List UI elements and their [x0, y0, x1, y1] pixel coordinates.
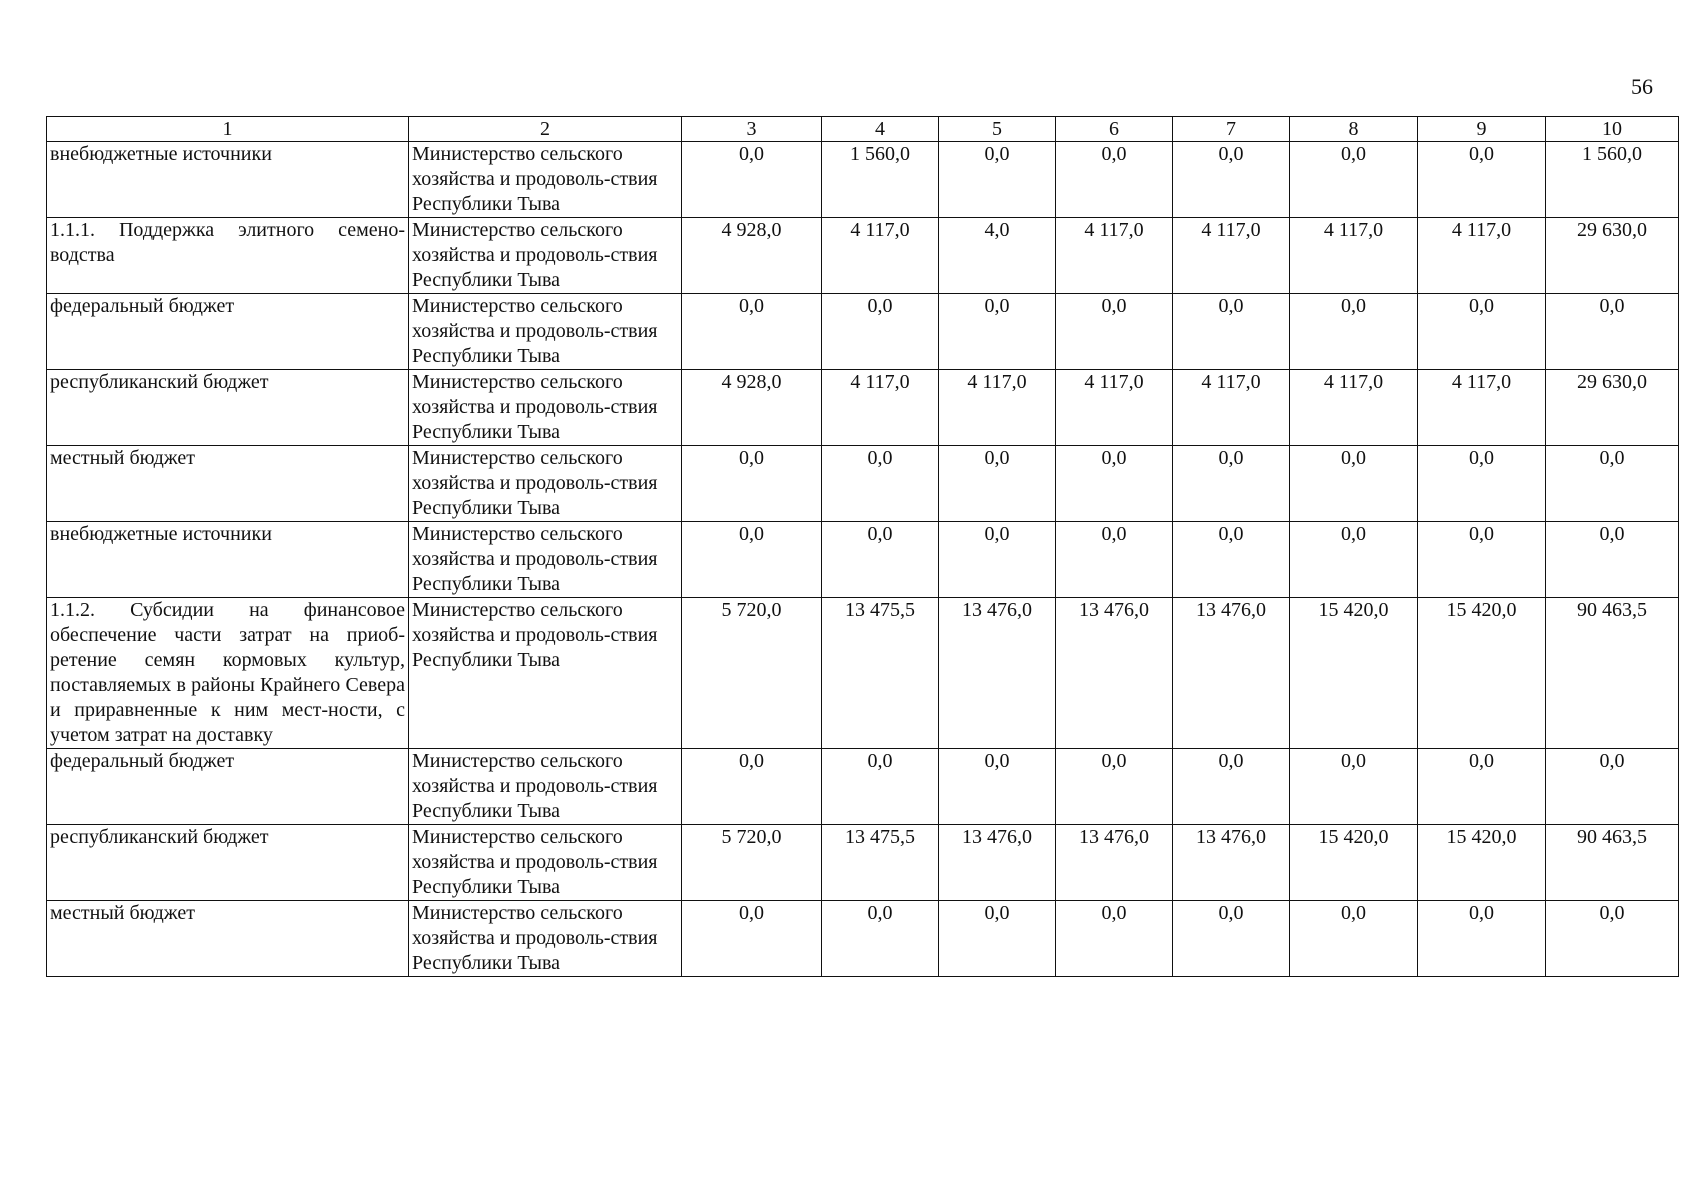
value-cell: 0,0 — [1418, 142, 1546, 218]
value-cell: 0,0 — [822, 901, 939, 977]
value-cell: 15 420,0 — [1290, 825, 1418, 901]
value-cell: 13 475,5 — [822, 825, 939, 901]
value-cell: 4 928,0 — [682, 370, 822, 446]
funding-source-cell: федеральный бюджет — [47, 294, 409, 370]
value-cell: 4,0 — [939, 218, 1056, 294]
total-cell: 0,0 — [1546, 749, 1679, 825]
value-cell: 0,0 — [822, 749, 939, 825]
value-cell: 0,0 — [822, 446, 939, 522]
value-cell: 0,0 — [822, 522, 939, 598]
column-header: 10 — [1546, 117, 1679, 142]
total-cell: 0,0 — [1546, 522, 1679, 598]
value-cell: 0,0 — [939, 142, 1056, 218]
value-cell: 0,0 — [1173, 446, 1290, 522]
value-cell: 0,0 — [822, 294, 939, 370]
value-cell: 4 117,0 — [939, 370, 1056, 446]
budget-table — [46, 116, 1679, 977]
value-cell: 0,0 — [1173, 749, 1290, 825]
column-header: 9 — [1418, 117, 1546, 142]
table-row — [47, 825, 1679, 901]
value-cell: 0,0 — [682, 446, 822, 522]
value-cell: 0,0 — [682, 901, 822, 977]
table-row — [47, 598, 1679, 749]
page-number: 56 — [1631, 74, 1653, 99]
value-cell: 0,0 — [1173, 142, 1290, 218]
executor-cell: Министерство сельского хозяйства и продоволь-ствия Республики Тыва — [409, 218, 682, 294]
value-cell: 0,0 — [1056, 522, 1173, 598]
value-cell: 0,0 — [1418, 749, 1546, 825]
value-cell: 0,0 — [939, 446, 1056, 522]
value-cell: 13 476,0 — [939, 598, 1056, 749]
value-cell: 0,0 — [682, 142, 822, 218]
value-cell: 4 117,0 — [1290, 370, 1418, 446]
value-cell: 5 720,0 — [682, 825, 822, 901]
column-header: 4 — [822, 117, 939, 142]
executor-cell: Министерство сельского хозяйства и продоволь-ствия Республики Тыва — [409, 598, 682, 749]
total-cell: 0,0 — [1546, 294, 1679, 370]
value-cell: 0,0 — [1290, 901, 1418, 977]
value-cell: 5 720,0 — [682, 598, 822, 749]
value-cell: 0,0 — [1418, 446, 1546, 522]
column-header: 3 — [682, 117, 822, 142]
value-cell: 4 117,0 — [822, 370, 939, 446]
value-cell: 4 117,0 — [822, 218, 939, 294]
funding-source-cell: республиканский бюджет — [47, 825, 409, 901]
value-cell: 4 117,0 — [1173, 218, 1290, 294]
total-cell: 0,0 — [1546, 901, 1679, 977]
executor-cell: Министерство сельского хозяйства и продоволь-ствия Республики Тыва — [409, 446, 682, 522]
value-cell: 13 476,0 — [1056, 598, 1173, 749]
value-cell: 1 560,0 — [822, 142, 939, 218]
value-cell: 0,0 — [682, 294, 822, 370]
total-cell: 90 463,5 — [1546, 598, 1679, 749]
executor-cell: Министерство сельского хозяйства и продоволь-ствия Республики Тыва — [409, 522, 682, 598]
table-row — [47, 522, 1679, 598]
value-cell: 13 476,0 — [1056, 825, 1173, 901]
value-cell: 0,0 — [1056, 294, 1173, 370]
header-row — [47, 117, 1679, 142]
table-row — [47, 446, 1679, 522]
funding-source-cell: местный бюджет — [47, 446, 409, 522]
table-row — [47, 142, 1679, 218]
executor-cell: Министерство сельского хозяйства и продоволь-ствия Республики Тыва — [409, 825, 682, 901]
total-cell: 29 630,0 — [1546, 370, 1679, 446]
executor-cell: Министерство сельского хозяйства и продоволь-ствия Республики Тыва — [409, 749, 682, 825]
value-cell: 0,0 — [1056, 749, 1173, 825]
value-cell: 4 117,0 — [1290, 218, 1418, 294]
value-cell: 0,0 — [1056, 142, 1173, 218]
column-header: 7 — [1173, 117, 1290, 142]
value-cell: 0,0 — [939, 294, 1056, 370]
value-cell: 0,0 — [682, 522, 822, 598]
value-cell: 0,0 — [1173, 294, 1290, 370]
value-cell: 0,0 — [939, 749, 1056, 825]
table-row — [47, 294, 1679, 370]
value-cell: 0,0 — [1290, 749, 1418, 825]
funding-source-cell: республиканский бюджет — [47, 370, 409, 446]
value-cell: 0,0 — [1173, 901, 1290, 977]
total-cell: 90 463,5 — [1546, 825, 1679, 901]
value-cell: 15 420,0 — [1290, 598, 1418, 749]
column-header: 5 — [939, 117, 1056, 142]
value-cell: 0,0 — [1056, 446, 1173, 522]
value-cell: 13 476,0 — [939, 825, 1056, 901]
column-header: 8 — [1290, 117, 1418, 142]
value-cell: 0,0 — [1290, 446, 1418, 522]
value-cell: 4 117,0 — [1173, 370, 1290, 446]
table-row — [47, 370, 1679, 446]
value-cell: 0,0 — [682, 749, 822, 825]
activity-name-cell: 1.1.2. Субсидии на финансовое обеспечение части затрат на приоб-ретение семян кормовых культур, поставляемых в районы Крайнего Севера и приравненные к ним мест-ности, с учетом затрат на доставку — [47, 598, 409, 749]
executor-cell: Министерство сельского хозяйства и продоволь-ствия Республики Тыва — [409, 294, 682, 370]
value-cell: 0,0 — [1056, 901, 1173, 977]
value-cell: 15 420,0 — [1418, 825, 1546, 901]
executor-cell: Министерство сельского хозяйства и продоволь-ствия Республики Тыва — [409, 370, 682, 446]
value-cell: 0,0 — [1418, 522, 1546, 598]
value-cell: 4 928,0 — [682, 218, 822, 294]
column-header: 2 — [409, 117, 682, 142]
value-cell: 0,0 — [1290, 142, 1418, 218]
value-cell: 15 420,0 — [1418, 598, 1546, 749]
column-header: 6 — [1056, 117, 1173, 142]
value-cell: 0,0 — [939, 901, 1056, 977]
value-cell: 0,0 — [1290, 522, 1418, 598]
value-cell: 0,0 — [1418, 901, 1546, 977]
value-cell: 13 476,0 — [1173, 598, 1290, 749]
funding-source-cell: федеральный бюджет — [47, 749, 409, 825]
value-cell: 0,0 — [939, 522, 1056, 598]
table-row — [47, 218, 1679, 294]
funding-source-cell: внебюджетные источники — [47, 522, 409, 598]
value-cell: 13 475,5 — [822, 598, 939, 749]
executor-cell: Министерство сельского хозяйства и продоволь-ствия Республики Тыва — [409, 142, 682, 218]
total-cell: 29 630,0 — [1546, 218, 1679, 294]
value-cell: 13 476,0 — [1173, 825, 1290, 901]
value-cell: 4 117,0 — [1056, 370, 1173, 446]
value-cell: 4 117,0 — [1418, 370, 1546, 446]
funding-source-cell: внебюджетные источники — [47, 142, 409, 218]
value-cell: 0,0 — [1418, 294, 1546, 370]
total-cell: 1 560,0 — [1546, 142, 1679, 218]
table-row — [47, 901, 1679, 977]
total-cell: 0,0 — [1546, 446, 1679, 522]
value-cell: 0,0 — [1173, 522, 1290, 598]
executor-cell: Министерство сельского хозяйства и продоволь-ствия Республики Тыва — [409, 901, 682, 977]
value-cell: 4 117,0 — [1056, 218, 1173, 294]
value-cell: 4 117,0 — [1418, 218, 1546, 294]
activity-name-cell: 1.1.1. Поддержка элитного семено-водства — [47, 218, 409, 294]
column-header: 1 — [47, 117, 409, 142]
funding-source-cell: местный бюджет — [47, 901, 409, 977]
value-cell: 0,0 — [1290, 294, 1418, 370]
table-row — [47, 749, 1679, 825]
